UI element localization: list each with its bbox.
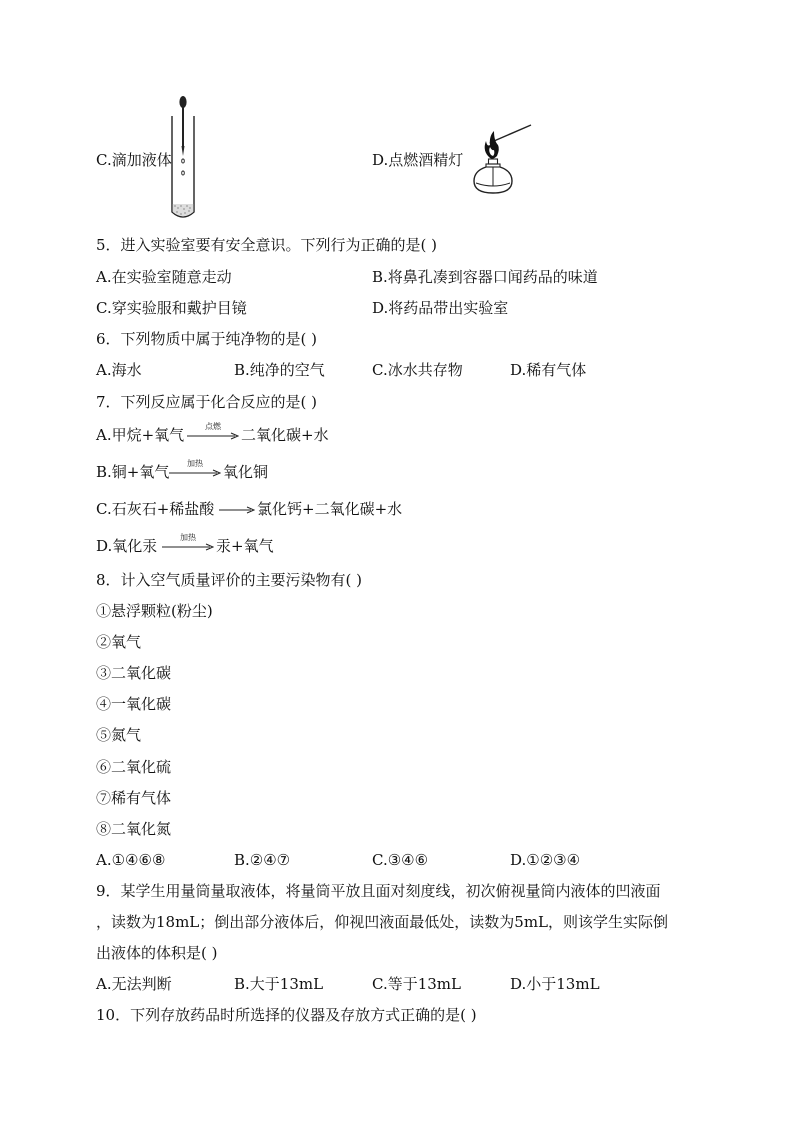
q9-option-b: B.大于13mL <box>234 975 324 993</box>
q8-item: ⑤氮气 <box>96 726 142 744</box>
q7-option-c-arrow <box>219 498 255 518</box>
q7-option-a-arrow <box>187 424 239 444</box>
q7-option-a-right: 二氧化碳+水 <box>241 426 329 444</box>
q8-item: ⑦稀有气体 <box>96 789 172 807</box>
alcohol-lamp-figure <box>472 123 534 197</box>
q10-stem: 10．下列存放药品时所选择的仪器及存放方式正确的是( ) <box>96 1006 477 1024</box>
q9-stem-line-3: 出液体的体积是( ) <box>96 944 218 962</box>
q6-option-d: D.稀有气体 <box>510 361 587 379</box>
q5-option-a: A.在实验室随意走动 <box>96 268 232 286</box>
q9-stem-line-2: ，读数为18mL；倒出部分液体后，仰视凹液面最低处，读数为5mL，则该学生实际倒 <box>96 913 669 931</box>
q5-option-b: B.将鼻孔凑到容器口闻药品的味道 <box>372 268 598 286</box>
q6-option-a: A.海水 <box>96 361 142 379</box>
q8-item: ②氧气 <box>96 633 142 651</box>
q9-option-c: C.等于13mL <box>372 975 461 993</box>
q7-option-a-condition: 点燃 <box>205 422 221 431</box>
q8-option-d: D.①②③④ <box>510 851 581 869</box>
q8-option-a: A.①④⑥⑧ <box>96 851 166 869</box>
q8-item: ①悬浮颗粒(粉尘) <box>96 602 213 620</box>
q7-stem: 7．下列反应属于化合反应的是( ) <box>96 393 318 411</box>
q4-option-c: C.滴加液体 <box>96 151 172 169</box>
q9-option-d: D.小于13mL <box>510 975 600 993</box>
q5-stem: 5．进入实验室要有安全意识。下列行为正确的是( ) <box>96 236 438 254</box>
q7-option-d-left: D.氧化汞 <box>96 537 158 555</box>
q4-option-d: D.点燃酒精灯 <box>372 151 464 169</box>
q8-option-b: B.②④⑦ <box>234 851 291 869</box>
q7-option-b-condition: 加热 <box>187 459 203 468</box>
q6-stem: 6．下列物质中属于纯净物的是( ) <box>96 330 318 348</box>
dropper-test-tube-figure <box>166 94 200 222</box>
q7-option-c-left: C.石灰石+稀盐酸 <box>96 500 215 518</box>
q9-option-a: A.无法判断 <box>96 975 172 993</box>
q6-option-c: C.冰水共存物 <box>372 361 463 379</box>
q8-item: ③二氧化碳 <box>96 664 172 682</box>
q7-option-b-right: 氧化铜 <box>223 463 269 481</box>
q7-option-d-arrow <box>162 535 214 555</box>
q8-item: ④一氧化碳 <box>96 695 172 713</box>
q7-option-d-condition: 加热 <box>180 533 196 542</box>
q8-option-c: C.③④⑥ <box>372 851 429 869</box>
q5-option-d: D.将药品带出实验室 <box>372 299 509 317</box>
q7-option-d-right: 汞+氧气 <box>216 537 274 555</box>
q5-option-c: C.穿实验服和戴护目镜 <box>96 299 247 317</box>
q7-option-a-left: A.甲烷+氧气 <box>96 426 185 444</box>
q6-option-b: B.纯净的空气 <box>234 361 325 379</box>
q9-stem-line-1: 9．某学生用量筒量取液体，将量筒平放且面对刻度线，初次俯视量筒内液体的凹液面 <box>96 882 661 900</box>
q8-item: ⑧二氧化氮 <box>96 820 172 838</box>
q7-option-c-right: 氯化钙+二氧化碳+水 <box>257 500 403 518</box>
q7-option-b-arrow <box>169 461 221 481</box>
q8-item: ⑥二氧化硫 <box>96 758 172 776</box>
q7-option-b-left: B.铜+氧气 <box>96 463 170 481</box>
q8-stem: 8．计入空气质量评价的主要污染物有( ) <box>96 571 363 589</box>
